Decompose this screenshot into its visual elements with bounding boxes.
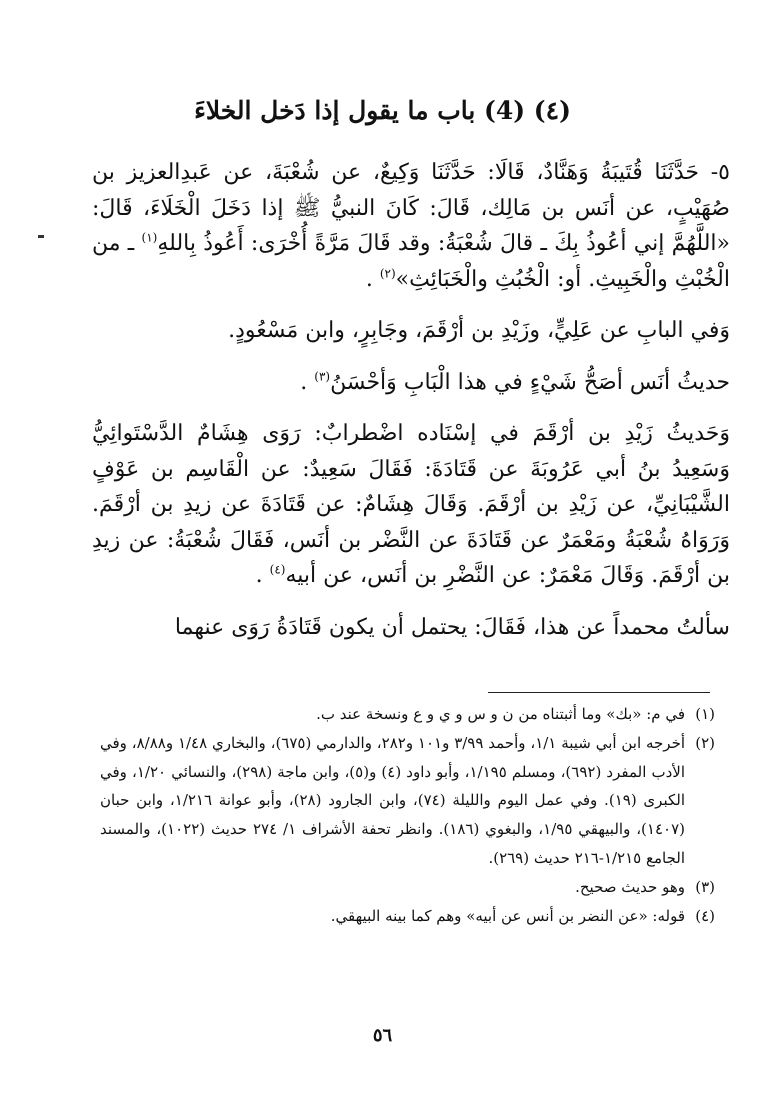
isnad-text-end: . — [255, 563, 270, 588]
hadith-paragraph-4 — [92, 416, 730, 594]
footnote-text: قوله: «عن النضر بن أنس عن أبيه» وهم كما بينه البيهقي. — [330, 906, 685, 925]
footnote-text: أخرجه ابن أبي شيبة ١/١، وأحمد ٣/٩٩ و١٠١ و٢٨٢، والدارمي (٦٧٥)، والبخاري ١/٤٨ و٨/٨٨، وفي الأدب المفرد (٦٩٢)، ومسلم ١/١٩٥، وأبو داود (٤) و(٥)، وابن ماجة (٢٩٨)، والنسائي ١/٢٠، وفي الكبرى (١٩). وفي عمل اليوم والليلة (٧٤)، وابن الجارود (٢٨)، وأبو عوانة ١/٢١٦، وابن حبان (١٤٠٧)، والبيهقي ١/٩٥، والبغوي (١٨٦). وانظر تحفة الأشراف ١/ ٢٧٤ حديث (١٠٢٢)، والمسند الجامع ١/٢١٥-٢١٦ حديث (٢٦٩). — [100, 733, 686, 867]
footnote — [100, 700, 715, 729]
isnad-text: وَحَديثُ زَيْدِ بن أرْقَمَ في إسْنَاده اضْطرابٌ: رَوَى هِشَامٌ الدَّسْتَوائِيُّ وَسَعِيدُ بنُ أبي عَرُوبَةَ عن قَتَادَةَ: فَقَالَ سَعِيدٌ: عن الْقَاسِم بن عَوْفٍ الشَّيْبَانِيِّ، عن زَيْدِ بن أرْقَمَ. وَقَالَ هِشَامٌ: عن قَتَادَةَ عن زيدِ بن أرْقَمَ. وَرَوَاهُ شُعْبَةُ ومَعْمَرٌ عن قَتَادَةَ عن النَّضْر بن أنَس، فَقَالَ شُعْبَةُ: عن زيدِ بن أرْقَمَ. وَقَالَ مَعْمَرٌ: عن النَّضْرِ بن أنَس، عن أبيه — [92, 421, 730, 588]
footnote-ref-3: (٣) — [314, 369, 331, 384]
hadith-text-end: . — [365, 266, 380, 292]
hadith-grading-text: حديثُ أنَس أصَحُّ شَيْءٍ في هذا الْبَابِ وَأحْسَنُ — [330, 369, 730, 395]
footnote — [100, 873, 715, 902]
hadith-paragraph-2: وَفي البابِ عن عَلِيٍّ، وزَيْدِ بن أرْقَمَ، وجَابِرٍ، وابن مَسْعُودٍ. — [228, 318, 730, 343]
footnote-text: في م: «بك» وما أثبتناه من ن و س و ي و ع ونسخة عند ب. — [316, 705, 685, 723]
chapter-title: (٤) (4) باب ما يقول إذا دَخل الخلاءَ — [194, 96, 571, 125]
footnote — [100, 902, 715, 931]
footnote-separator — [488, 692, 710, 693]
hadith-text: ٥- حَدَّثَنَا قُتَيبَةُ وَهَنَّادٌ، قَالَا: حَدَّثَنَا وَكِيعٌ، عن شُعْبَةَ، عن عَبدِالعزيز بن صُهَيْبٍ، عن أنَس بن مَالِك، قَالَ: كَانَ النبيُّ ﷺ إذا دَخَلَ الْخَلَاءَ، قَالَ: «اللَّهُمَّ إني أعُوذُ بِكَ ـ قالَ شُعْبَةُ: وقد قَالَ مَرَّةً أُخْرَى: أَعُوذُ بِاللهِ — [92, 160, 730, 256]
footnote-number: (١) — [695, 705, 715, 723]
hadith-paragraph-5: سألتُ محمداً عن هذا، فَقَالَ: يحتمل أن يكون قَتَادَةُ رَوَى عنهما — [174, 614, 730, 640]
footnote-text: وهو حديث صحيح. — [575, 877, 685, 896]
footnote-number: (٣) — [695, 877, 715, 896]
footnotes — [100, 700, 715, 930]
footnote-ref-1: (١) — [141, 230, 158, 245]
page-number: ٥٦ — [372, 1025, 393, 1046]
hadith-paragraph-1 — [92, 155, 730, 297]
footnote-number: (٤) — [695, 906, 715, 925]
footnote-ref-4: (٤) — [269, 562, 286, 577]
footnote — [100, 729, 715, 873]
hadith-paragraph-3 — [92, 365, 730, 401]
main-text — [92, 155, 730, 645]
hadith-grading-end: . — [300, 369, 315, 395]
margin-mark — [38, 235, 44, 238]
footnote-number: (٢) — [695, 733, 715, 752]
footnote-ref-2: (٢) — [379, 266, 396, 281]
hadith-text-cont: ـ من الْخُبْثِ والْخَبِيثِ. أو: الْخُبُثِ والْخَبَائِثِ» — [92, 231, 730, 292]
